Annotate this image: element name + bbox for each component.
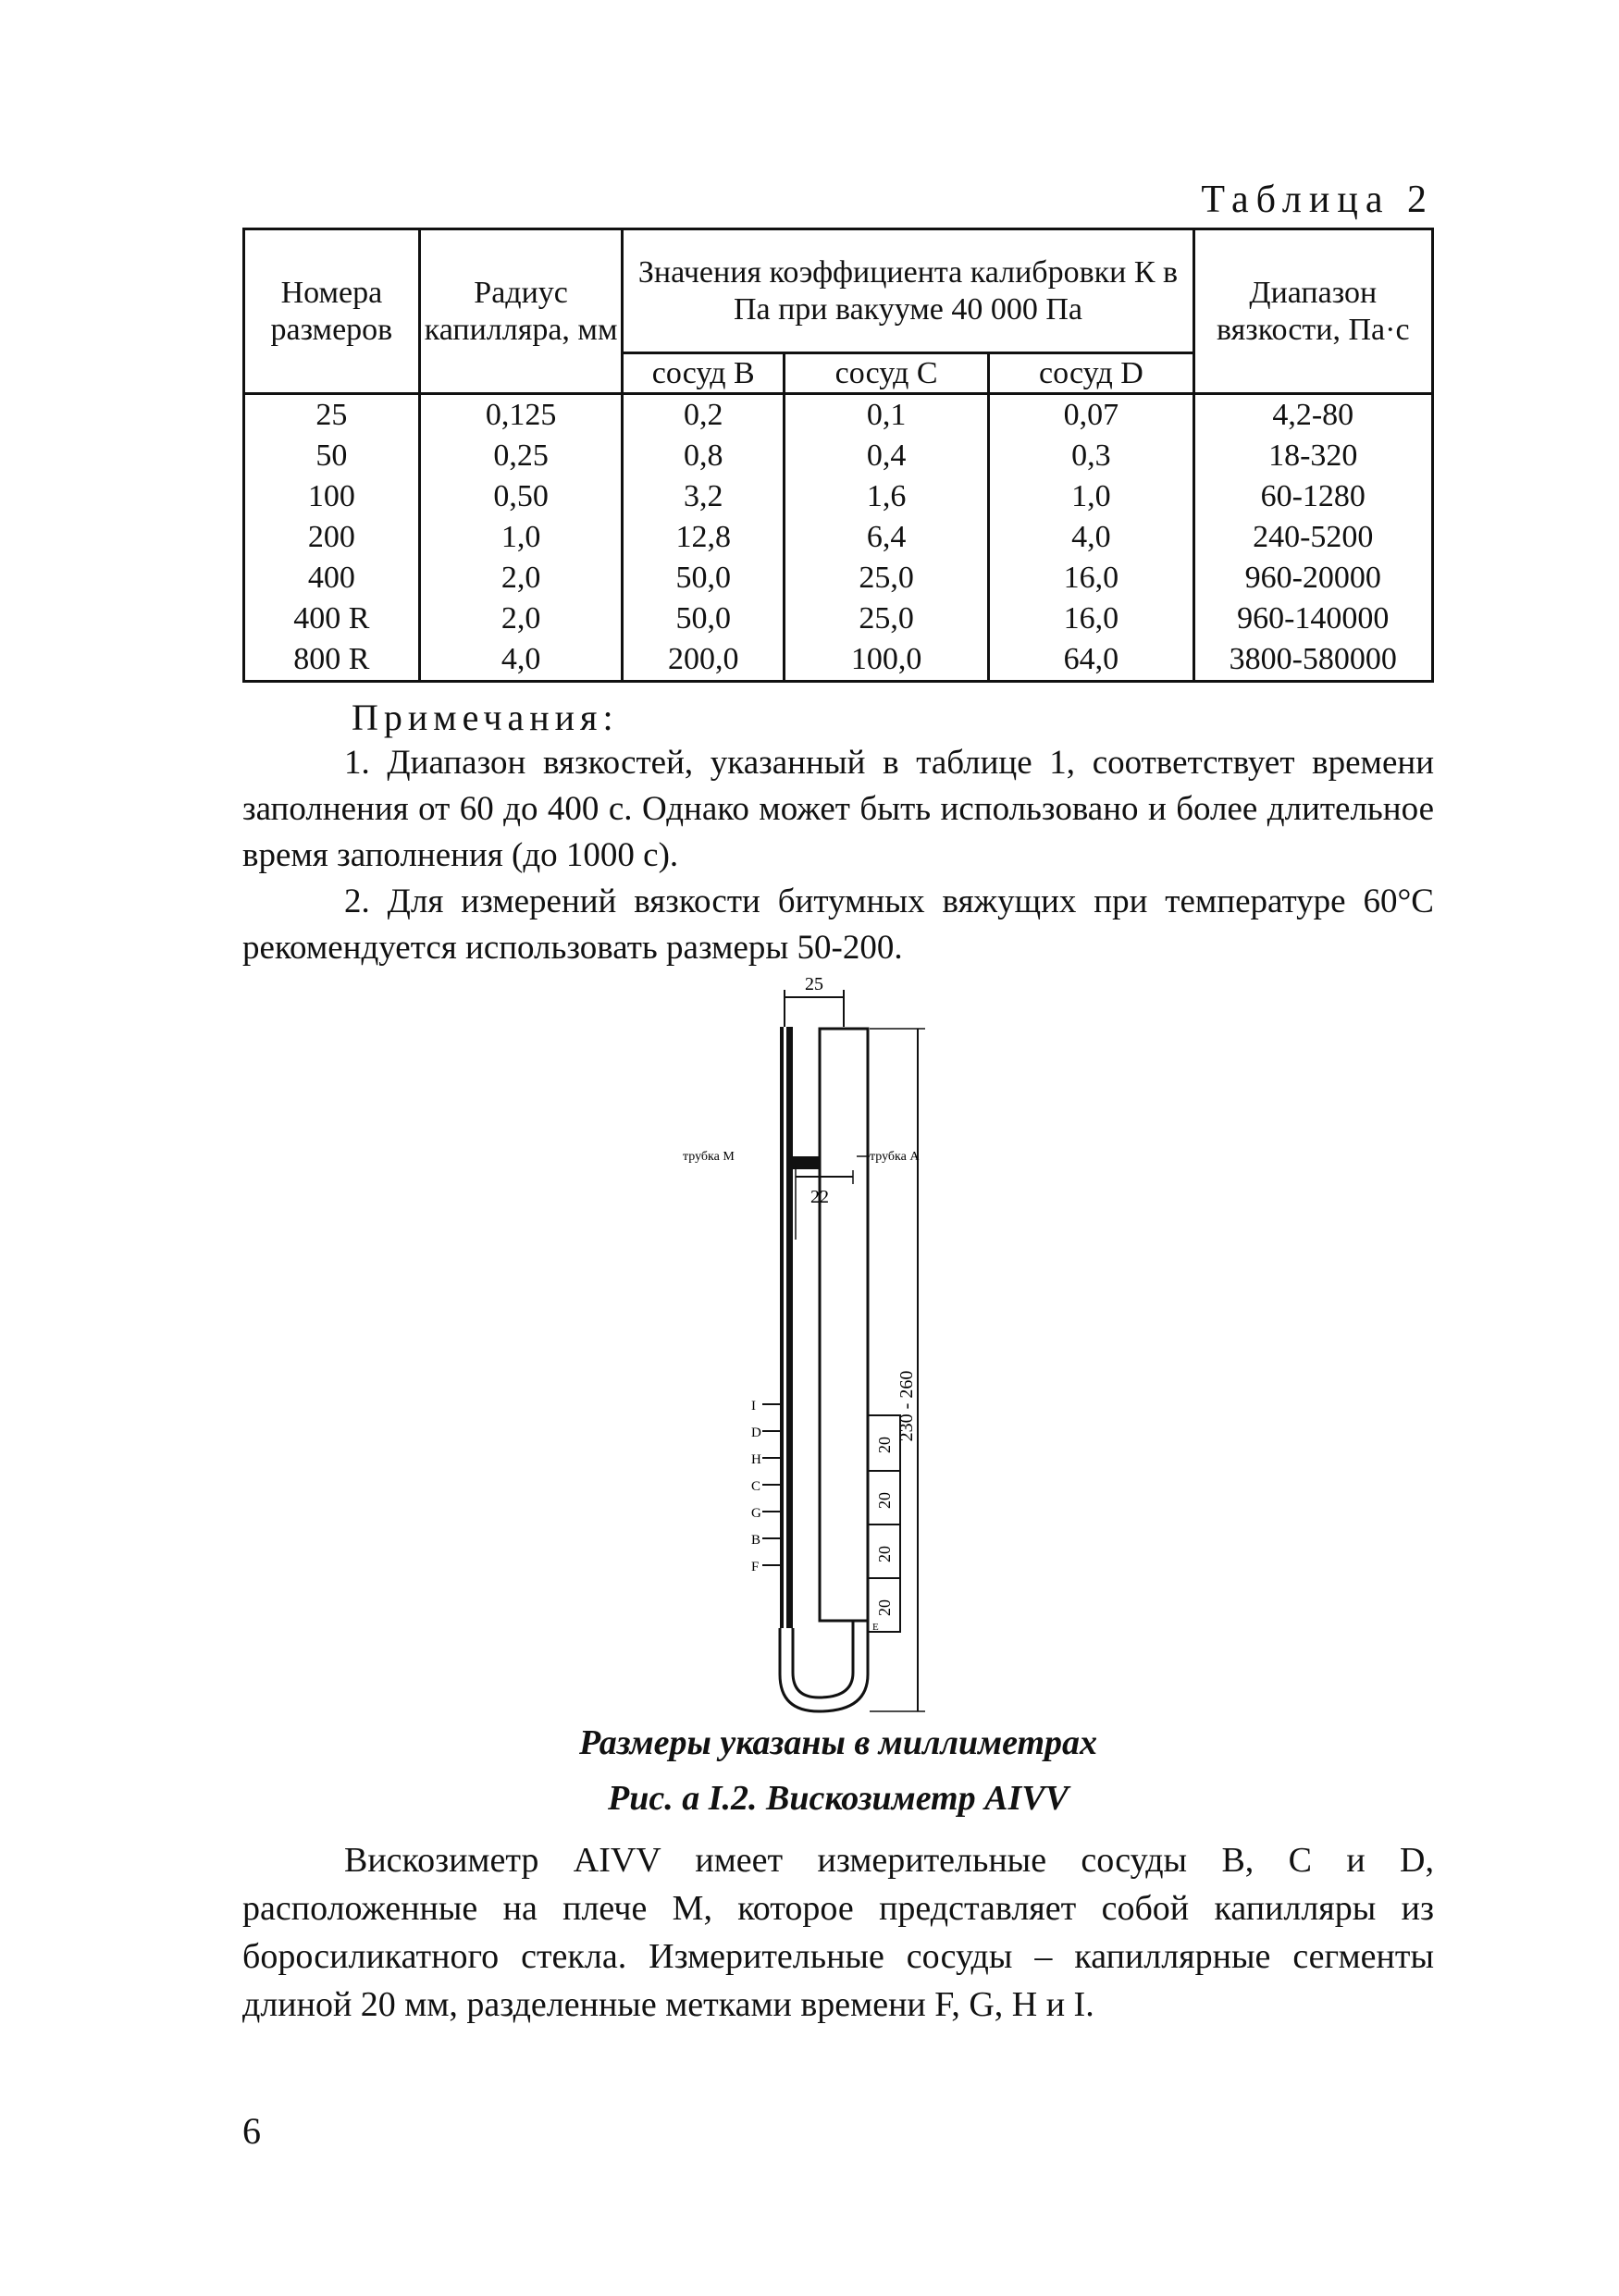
table-cell: 100,0: [784, 639, 988, 682]
header-coefficient: Значения коэффициента калибровки К в Па при вакууме 40 000 Па: [623, 229, 1193, 353]
table-cell: 0,07: [989, 394, 1193, 437]
table-cell: 400 R: [244, 599, 420, 639]
tube-a: [820, 1029, 868, 1621]
notes-title: Примечания:: [352, 697, 619, 738]
table-title: Таблица 2: [1201, 179, 1434, 221]
table-cell: 16,0: [989, 558, 1193, 599]
table-cell: 18-320: [1193, 436, 1432, 476]
mark-label: H: [751, 1452, 761, 1467]
table-row: [244, 639, 1433, 682]
table-row: [244, 436, 1433, 476]
figure-units-caption: Размеры указаны в миллиметрах: [578, 1723, 1098, 1762]
segment-label-4: 20: [875, 1599, 894, 1616]
tube-m-label: трубка М: [683, 1150, 735, 1164]
header-size-numbers: Номера размеров: [244, 229, 420, 394]
table-cell: 400: [244, 558, 420, 599]
table-cell: 0,8: [623, 436, 785, 476]
header-vessel-c: сосуд C: [784, 353, 988, 394]
dim-height-label: 230 - 260: [896, 1370, 917, 1442]
mark-label: F: [751, 1560, 760, 1574]
table-cell: 64,0: [989, 639, 1193, 682]
table-cell: 240-5200: [1193, 517, 1432, 558]
table-cell: 1,6: [784, 476, 988, 517]
calibration-table: [242, 228, 1434, 683]
dim-25-label: 25: [805, 974, 823, 994]
header-vessel-b: сосуд B: [623, 353, 785, 394]
mark-label: D: [751, 1426, 761, 1440]
table-cell: 1,0: [989, 476, 1193, 517]
tube-a-label: трубка А: [870, 1150, 920, 1164]
table-cell: 2,0: [419, 558, 623, 599]
table-row: [244, 517, 1433, 558]
table-cell: 60-1280: [1193, 476, 1432, 517]
dim-22-label: 22: [810, 1187, 829, 1207]
figure-title-caption: Рис. а I.2. Вискозиметр AIVV: [608, 1779, 1069, 1818]
segment-label-1: 20: [875, 1437, 894, 1453]
table-row: [244, 558, 1433, 599]
header-vessel-d: сосуд D: [989, 353, 1193, 394]
table-cell: 4,0: [419, 639, 623, 682]
note-1: 1. Диапазон вязкостей, указанный в таблице 1, соответствует времени заполнения от 60 до 400 с. Однако может быть использовано и более длительное время заполнения (до 1000 с).: [242, 744, 1434, 874]
table-cell: 0,1: [784, 394, 988, 437]
table-cell: 100: [244, 476, 420, 517]
segment-label-3: 20: [875, 1546, 894, 1562]
table-row: [244, 599, 1433, 639]
table-cell: 960-140000: [1193, 599, 1432, 639]
table-cell: 3,2: [623, 476, 785, 517]
table-cell: 4,2-80: [1193, 394, 1432, 437]
table-cell: 200: [244, 517, 420, 558]
table-row: [244, 394, 1433, 437]
table-cell: 25,0: [784, 599, 988, 639]
table-cell: 4,0: [989, 517, 1193, 558]
table-cell: 16,0: [989, 599, 1193, 639]
table-cell: 50: [244, 436, 420, 476]
table-row: [244, 476, 1433, 517]
table-cell: 12,8: [623, 517, 785, 558]
mark-label: I: [751, 1399, 756, 1413]
table-cell: 1,0: [419, 517, 623, 558]
table-cell: 6,4: [784, 517, 988, 558]
table-cell: 800 R: [244, 639, 420, 682]
table-cell: 200,0: [623, 639, 785, 682]
table-cell: 0,125: [419, 394, 623, 437]
body-paragraph: Вискозиметр AIVV имеет измерительные сосуды B, C и D, расположенные на плече М, которое представляет собой капилляры из боросиликатного стекла. Измерительные сосуды – капиллярные сегменты длиной 20 мм, разделенные метками времени F, G, H и I.: [242, 1841, 1434, 2024]
table-cell: 25,0: [784, 558, 988, 599]
table-cell: 0,50: [419, 476, 623, 517]
page-number: 6: [242, 2110, 261, 2152]
header-radius: Радиус капилляра, мм: [419, 229, 623, 394]
mark-label: G: [751, 1506, 761, 1521]
segment-label-2: 20: [875, 1492, 894, 1509]
mark-e-label: E: [872, 1622, 879, 1633]
table-cell: 3800-580000: [1193, 639, 1432, 682]
mark-label: C: [751, 1479, 761, 1494]
table-cell: 0,3: [989, 436, 1193, 476]
table-cell: 0,4: [784, 436, 988, 476]
table-cell: 50,0: [623, 558, 785, 599]
table-cell: 960-20000: [1193, 558, 1432, 599]
time-marks: [751, 1399, 780, 1574]
table-cell: 25: [244, 394, 420, 437]
table-cell: 0,25: [419, 436, 623, 476]
viscometer-diagram: [648, 971, 1036, 1721]
header-range: Диапазон вязкости, Па·с: [1193, 229, 1432, 394]
table-cell: 2,0: [419, 599, 623, 639]
table-cell: 50,0: [623, 599, 785, 639]
note-2: 2. Для измерений вязкости битумных вяжущих при температуре 60°С рекомендуется использовать размеры 50-200.: [242, 883, 1434, 967]
table-cell: 0,2: [623, 394, 785, 437]
mark-label: B: [751, 1533, 761, 1548]
